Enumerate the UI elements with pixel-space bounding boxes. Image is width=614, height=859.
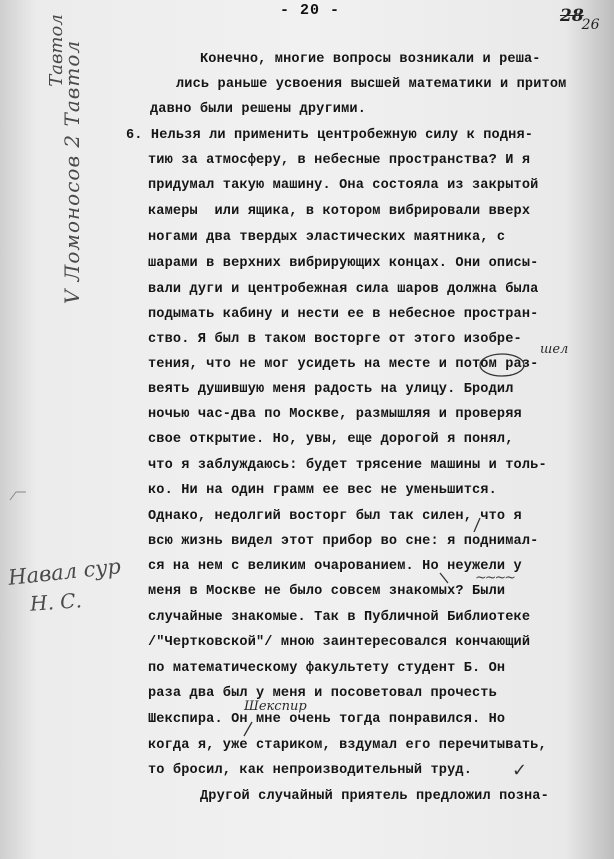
text-line: тения, что не мог усидеть на месте и потом раз- xyxy=(148,357,539,372)
text-line: веять душившую меня радость на улицу. Бродил xyxy=(148,382,514,397)
text-line: что я заблуждаюсь: будет трясение машины и толь- xyxy=(148,458,547,473)
text-line: свое открытие. Но, увы, еще дорогой я понял, xyxy=(148,432,514,447)
handwritten-correction: шел xyxy=(540,342,569,357)
text-line: всю жизнь видел этот прибор во сне: я поднимал- xyxy=(148,534,539,549)
margin-note: Навал сур xyxy=(7,554,122,590)
margin-note: Н. С. xyxy=(29,588,83,616)
text-line: Другой случайный приятель предложил позна- xyxy=(200,789,549,804)
text-line: шарами в верхних вибрирующих концах. Они описы- xyxy=(148,256,539,271)
text-line: /"Чертковской"/ мною заинтересовался кончающий xyxy=(148,635,531,650)
text-line: ся на нем с великим очарованием. Но неужели у xyxy=(148,559,522,574)
text-line: когда я, уже стариком, вздумал его перечитывать, xyxy=(148,738,547,753)
caret-mark xyxy=(244,722,252,736)
text-line: 6. Нельзя ли применить центробежную силу к подня- xyxy=(126,128,534,143)
text-line: Однако, недолгий восторг был так силен, что я xyxy=(148,509,522,524)
text-line: камеры или ящика, в котором вибрировали вверх xyxy=(148,204,531,219)
text-line: раза два был у меня и посоветовал прочесть xyxy=(148,686,497,701)
text-line: тию за атмосферу, в небесные пространства? И я xyxy=(148,153,531,168)
text-line: то бросил, как непроизводительный труд. xyxy=(148,763,472,778)
archive-number-new: 26 xyxy=(581,17,600,33)
text-line: придумал такую машину. Она состояла из закрытой xyxy=(148,178,539,193)
text-line: давно были решены другими. xyxy=(150,102,366,117)
circle-mark xyxy=(480,354,524,376)
margin-note-vertical-top: Тавтол xyxy=(45,14,67,87)
caret-mark xyxy=(440,573,448,583)
margin-mark xyxy=(10,492,26,500)
text-line: вали дуги и центробежная сила шаров должна была xyxy=(148,282,539,297)
text-line: случайные знакомые. Так в Публичной Библиотеке xyxy=(148,610,531,625)
handwritten-scribble-mark: ~~~~ xyxy=(475,570,514,586)
handwritten-correction: Шекспир xyxy=(244,699,307,714)
margin-note-vertical: V Ломоносов 2 Тавтол xyxy=(60,39,85,305)
text-line: ство. Я был в таком восторге от этого изобре- xyxy=(148,332,522,347)
text-line: ногами два твердых эластических маятника, с xyxy=(148,230,506,245)
check-mark-icon: ✓ xyxy=(512,760,528,781)
text-line: меня в Москве не было совсем знакомых? Были xyxy=(148,584,506,599)
page-number: - 20 - xyxy=(270,2,350,19)
text-line: лись раньше усвоения высшей математики и притом xyxy=(176,77,567,92)
text-line: ко. Ни на один грамм ее вес не уменьшится. xyxy=(148,483,497,498)
text-line: Конечно, многие вопросы возникали и реша- xyxy=(200,52,541,67)
text-line: ночью час-два по Москве, размышляя и проверяя xyxy=(148,407,522,422)
text-line: Шекспира. Он мне очень тогда понравился. Но xyxy=(148,712,506,727)
text-line: подымать кабину и нести ее в небесное простран- xyxy=(148,307,539,322)
caret-mark xyxy=(474,518,480,532)
archive-number-struck: 28 xyxy=(560,6,584,26)
text-line: по математическому факультету студент Б. Он xyxy=(148,661,506,676)
